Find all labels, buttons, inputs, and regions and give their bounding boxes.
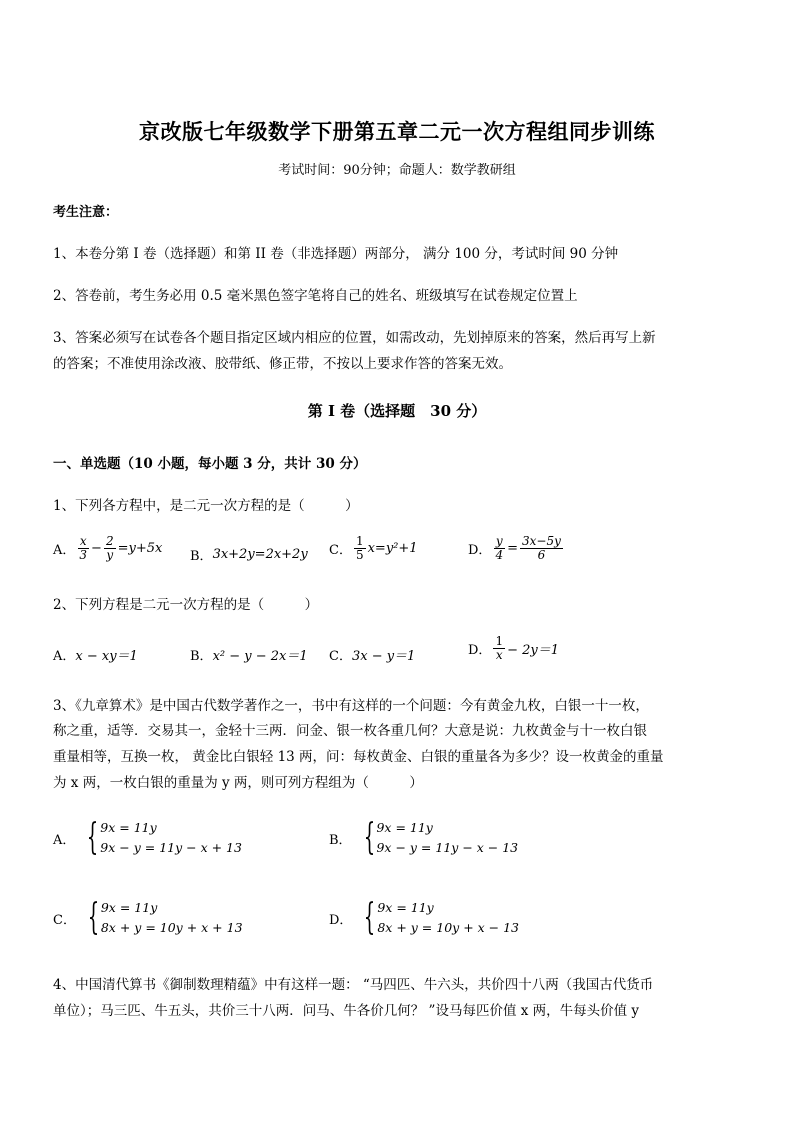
fraction: $\frac{3x-5y}{6}$: [521, 534, 561, 562]
question-2-option-c[interactable]: [329, 645, 415, 664]
brace-icon: {: [363, 817, 375, 858]
question-1-option-c[interactable]: [329, 535, 418, 562]
question-3-option-d[interactable]: [329, 898, 519, 938]
notice-item-2: 2、答卷前，考生务必用 0.5 毫米黑色签字笔将自己的姓名、班级填写在试卷规定位置上: [53, 288, 578, 304]
section-title: 第 I 卷（选择题 30 分）: [307, 402, 487, 420]
question-3-line-3: 重量相等，互换一枚， 黄金比白银轻 13 两，问：每枚黄金、白银的重量各为多少？设一枚黄金的重量: [53, 749, 664, 765]
equation-system: { 9x = 11y 8x + y = 10y + x − 13: [364, 897, 520, 938]
question-1-option-b[interactable]: [190, 545, 308, 564]
option-label: B．: [329, 832, 352, 848]
equation-rest: − 2y＝1: [507, 643, 559, 658]
option-label: D．: [468, 543, 492, 558]
page-title: 京改版七年级数学下册第五章二元一次方程组同步训练: [139, 119, 655, 144]
brace-icon: {: [87, 897, 100, 938]
question-4-line-2: 单位）；马三匹、牛五头，共价三十八两．问马、牛各价几何？ ”设马每匹价值 x 两，牛每头价值 y: [53, 1003, 640, 1019]
question-3-line-4: 为 x 两，一枚白银的重量为 y 两，则可列方程组为（ ）: [53, 775, 423, 791]
part-heading: 一、单选题（10 小题，每小题 3 分，共计 30 分）: [53, 456, 367, 472]
fraction: $\frac{1}{5}$: [355, 534, 364, 562]
equation: x² − y − 2x＝1: [212, 649, 308, 664]
question-1-stem: 1、下列各方程中，是二元一次方程的是（ ）: [53, 498, 359, 514]
question-3-option-a[interactable]: [53, 818, 242, 858]
question-1-option-d[interactable]: [468, 535, 565, 562]
notice-heading: 考生注意：: [53, 205, 119, 220]
option-label: D．: [468, 643, 492, 658]
brace-icon: {: [87, 817, 99, 858]
notice-item-3: 3、答案必须写在试卷各个题目指定区域内相应的位置，如需改动，先划掉原来的答案，然后再写上新: [53, 330, 656, 346]
question-2-option-a[interactable]: [53, 645, 138, 664]
equation: 3x − y＝1: [351, 649, 416, 664]
option-label: D．: [329, 912, 353, 928]
fraction: $\frac{2}{y}$: [105, 534, 114, 562]
fraction: $\frac{1}{x}$: [495, 634, 504, 662]
option-label: C．: [329, 649, 352, 664]
question-3-option-b[interactable]: [329, 818, 518, 858]
equation-system: { 9x = 11y 9x − y = 11y − x + 13: [87, 817, 242, 858]
notice-item-3-cont: 的答案；不准使用涂改液、胶带纸、修正带，不按以上要求作答的答案无效。: [53, 356, 512, 372]
exam-info: 考试时间：90分钟；命题人：数学教研组: [278, 163, 516, 178]
equation-system: { 9x = 11y 8x + y = 10y + x + 13: [87, 897, 243, 938]
brace-icon: {: [364, 897, 376, 938]
question-4-line-1: 4、中国清代算书《御制数理精蕴》中有这样一题： “马四匹、牛六头，共价四十八两（我国古代货币: [53, 977, 654, 993]
fraction: $\frac{x}{3}$: [79, 534, 88, 562]
question-2-option-d[interactable]: [468, 635, 559, 662]
question-1-option-a[interactable]: [53, 535, 162, 562]
equals-sign: =: [507, 541, 518, 556]
option-label: A．: [53, 649, 76, 664]
question-3-line-1: 3、《九章算术》是中国古代数学著作之一，书中有这样的一个问题：今有黄金九枚，白银一十一枚，: [53, 698, 649, 714]
fraction: $\frac{y}{4}$: [495, 534, 504, 562]
equation: x − xy＝1: [75, 649, 138, 664]
option-label: B．: [190, 549, 213, 564]
option-label: C．: [329, 543, 352, 558]
question-2-stem: 2、下列方程是二元一次方程的是（ ）: [53, 597, 319, 613]
notice-item-1: 1、本卷分第 I 卷（选择题）和第 II 卷（非选择题）两部分， 满分 100 分，考试时间 90 分钟: [53, 246, 619, 262]
minus-sign: −: [91, 541, 102, 556]
option-label: A．: [53, 832, 76, 848]
option-label: C．: [53, 912, 76, 928]
equation-system: { 9x = 11y 9x − y = 11y − x − 13: [363, 817, 519, 858]
equation-rest: x=y²+1: [367, 541, 418, 556]
equation: 3x+2y=2x+2y: [212, 547, 308, 562]
equation-rest: =y+5x: [117, 541, 163, 556]
option-label: B．: [190, 649, 213, 664]
question-3-line-2: 称之重，适等．交易其一，金轻十三两．问金、银一枚各重几何？大意是说：九枚黄金与十一枚白银: [53, 723, 647, 739]
question-2-option-b[interactable]: [190, 645, 308, 664]
question-3-option-c[interactable]: [53, 898, 243, 938]
option-label: A．: [53, 543, 76, 558]
